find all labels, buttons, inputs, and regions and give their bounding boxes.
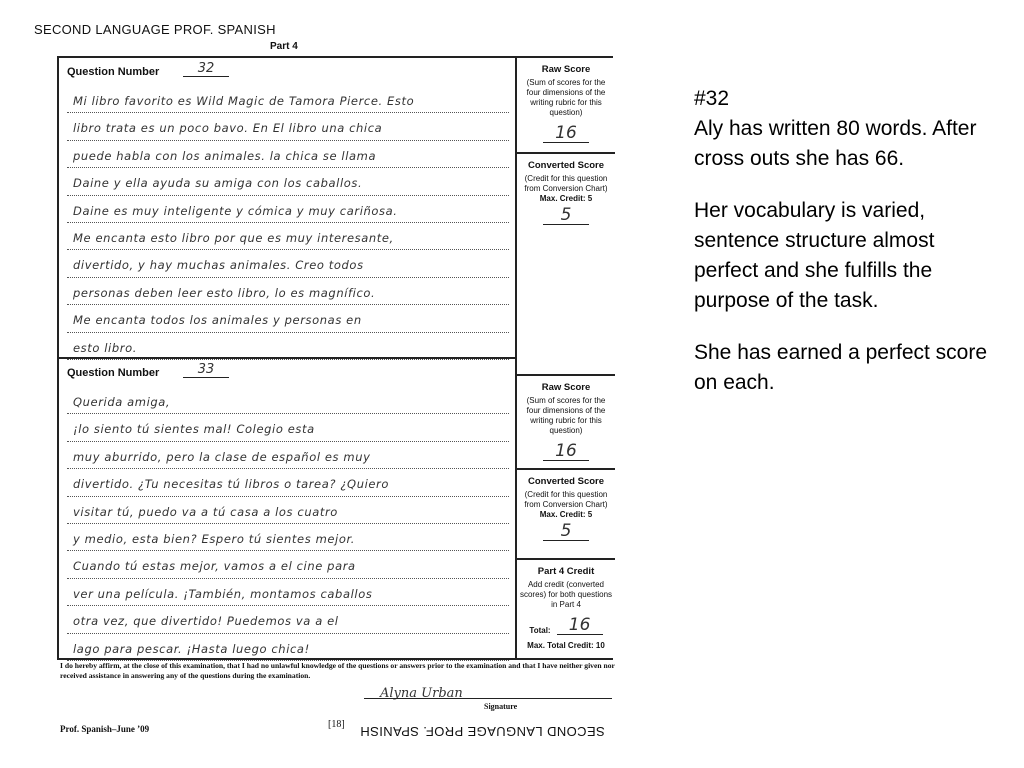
commentary-para-3: She has earned a perfect score on each.	[694, 341, 988, 394]
answer-line: Cuando tú estas mejor, vamos a el cine para	[67, 551, 509, 578]
commentary-para-2: Her vocabulary is varied, sentence structure almost perfect and she fulfills the purpose of the task.	[694, 199, 935, 312]
converted-score-desc: (Credit for this question from Conversion Chart)	[524, 174, 608, 193]
raw-score-desc: (Sum of scores for the four dimensions of the writing rubric for this question)	[526, 78, 606, 117]
answer-line: otra vez, que divertido! Puedemos va a el	[67, 606, 509, 633]
question-number-label: Question Number	[67, 367, 160, 379]
answer-line: Querida amiga,	[67, 387, 509, 414]
question-number-value: 32	[183, 61, 229, 77]
converted-score-box-32	[517, 154, 615, 244]
answer-line: libro trata es un poco bavo. En El libro una chica	[67, 113, 509, 140]
raw-score-title: Raw Score	[541, 382, 591, 393]
converted-score-value: 5	[543, 206, 589, 225]
answer-line: puede habla con los animales. la chica se llama	[67, 141, 509, 168]
answer-line: visitar tú, puedo va a tú casa a los cuatro	[67, 497, 509, 524]
answer-line: Me encanta esto libro por que es muy interesante,	[67, 223, 509, 250]
part-label: Part 4	[270, 41, 298, 52]
question-block-32	[59, 58, 517, 359]
answer-line: ¡lo siento tú sientes mal! Colegio esta	[67, 414, 509, 441]
signature-handwriting: Alyna Urban	[380, 686, 463, 701]
answer-line: y medio, esta bien? Espero tú sientes mejor.	[67, 524, 509, 551]
converted-score-max: Max. Credit: 5	[539, 194, 593, 203]
total-value: 16	[557, 616, 603, 635]
question-block-33	[59, 359, 517, 660]
footer-left: Prof. Spanish–June ’09	[60, 724, 150, 734]
page-number: [18]	[328, 719, 345, 730]
commentary-para-1: Aly has written 80 words. After cross outs she has 66.	[694, 117, 977, 170]
converted-score-box-33	[517, 470, 615, 558]
raw-score-box-33	[517, 376, 615, 468]
signature-label: Signature	[484, 702, 518, 711]
converted-score-title: Converted Score	[527, 160, 605, 171]
converted-score-desc: (Credit for this question from Conversion Chart)	[524, 490, 608, 509]
raw-score-desc: (Sum of scores for the four dimensions of the writing rubric for this question)	[526, 396, 606, 435]
raw-score-title: Raw Score	[541, 64, 591, 75]
max-total-credit: Max. Total Credit: 10	[527, 641, 605, 650]
answer-line: Daine y ella ayuda su amiga con los caballos.	[67, 168, 509, 195]
part-4-credit-box	[517, 560, 615, 660]
commentary-panel	[694, 84, 994, 398]
handwritten-answer	[67, 387, 509, 661]
total-label: Total:	[529, 626, 551, 635]
converted-score-value: 5	[543, 522, 589, 541]
answer-line: muy aburrido, pero la clase de español es muy	[67, 442, 509, 469]
handwritten-answer	[67, 86, 509, 360]
answer-line: esto libro.	[67, 333, 509, 360]
answer-line: Daine es muy inteligente y cómica y muy cariñosa.	[67, 196, 509, 223]
question-number-label: Question Number	[67, 66, 160, 78]
answer-sheet	[57, 56, 613, 660]
part-credit-title: Part 4 Credit	[537, 566, 595, 577]
flipped-header: SECOND LANGUAGE PROF. SPANISH	[360, 724, 605, 739]
answer-line: personas deben leer esto libro, lo es magnífico.	[67, 278, 509, 305]
answer-line: Mi libro favorito es Wild Magic de Tamora Pierce. Esto	[67, 86, 509, 113]
converted-score-title: Converted Score	[527, 476, 605, 487]
affirmation-text: I do hereby affirm, at the close of this examination, that I had no unlawful knowledge of the questions or answers prior to the examination and that I have neither given nor received assistance in answering any of the questions during the examination.	[60, 661, 615, 680]
converted-score-max: Max. Credit: 5	[539, 510, 593, 519]
commentary-heading: #32	[694, 87, 730, 110]
answer-line: Me encanta todos los animales y personas en	[67, 305, 509, 332]
answer-line: divertido. ¿Tu necesitas tú libros o tarea? ¿Quiero	[67, 469, 509, 496]
signature-line	[364, 698, 612, 699]
answer-line: ver una película. ¡También, montamos caballos	[67, 579, 509, 606]
part-credit-desc: Add credit (converted scores) for both questions in Part 4	[519, 580, 613, 609]
question-number-value: 33	[183, 362, 229, 378]
raw-score-box-32	[517, 58, 615, 152]
raw-score-value: 16	[543, 124, 589, 143]
answer-line: divertido, y hay muchas animales. Creo todos	[67, 250, 509, 277]
answer-line: lago para pescar. ¡Hasta luego chica!	[67, 634, 509, 661]
exam-title: SECOND LANGUAGE PROF. SPANISH	[34, 22, 276, 37]
raw-score-value: 16	[543, 442, 589, 461]
